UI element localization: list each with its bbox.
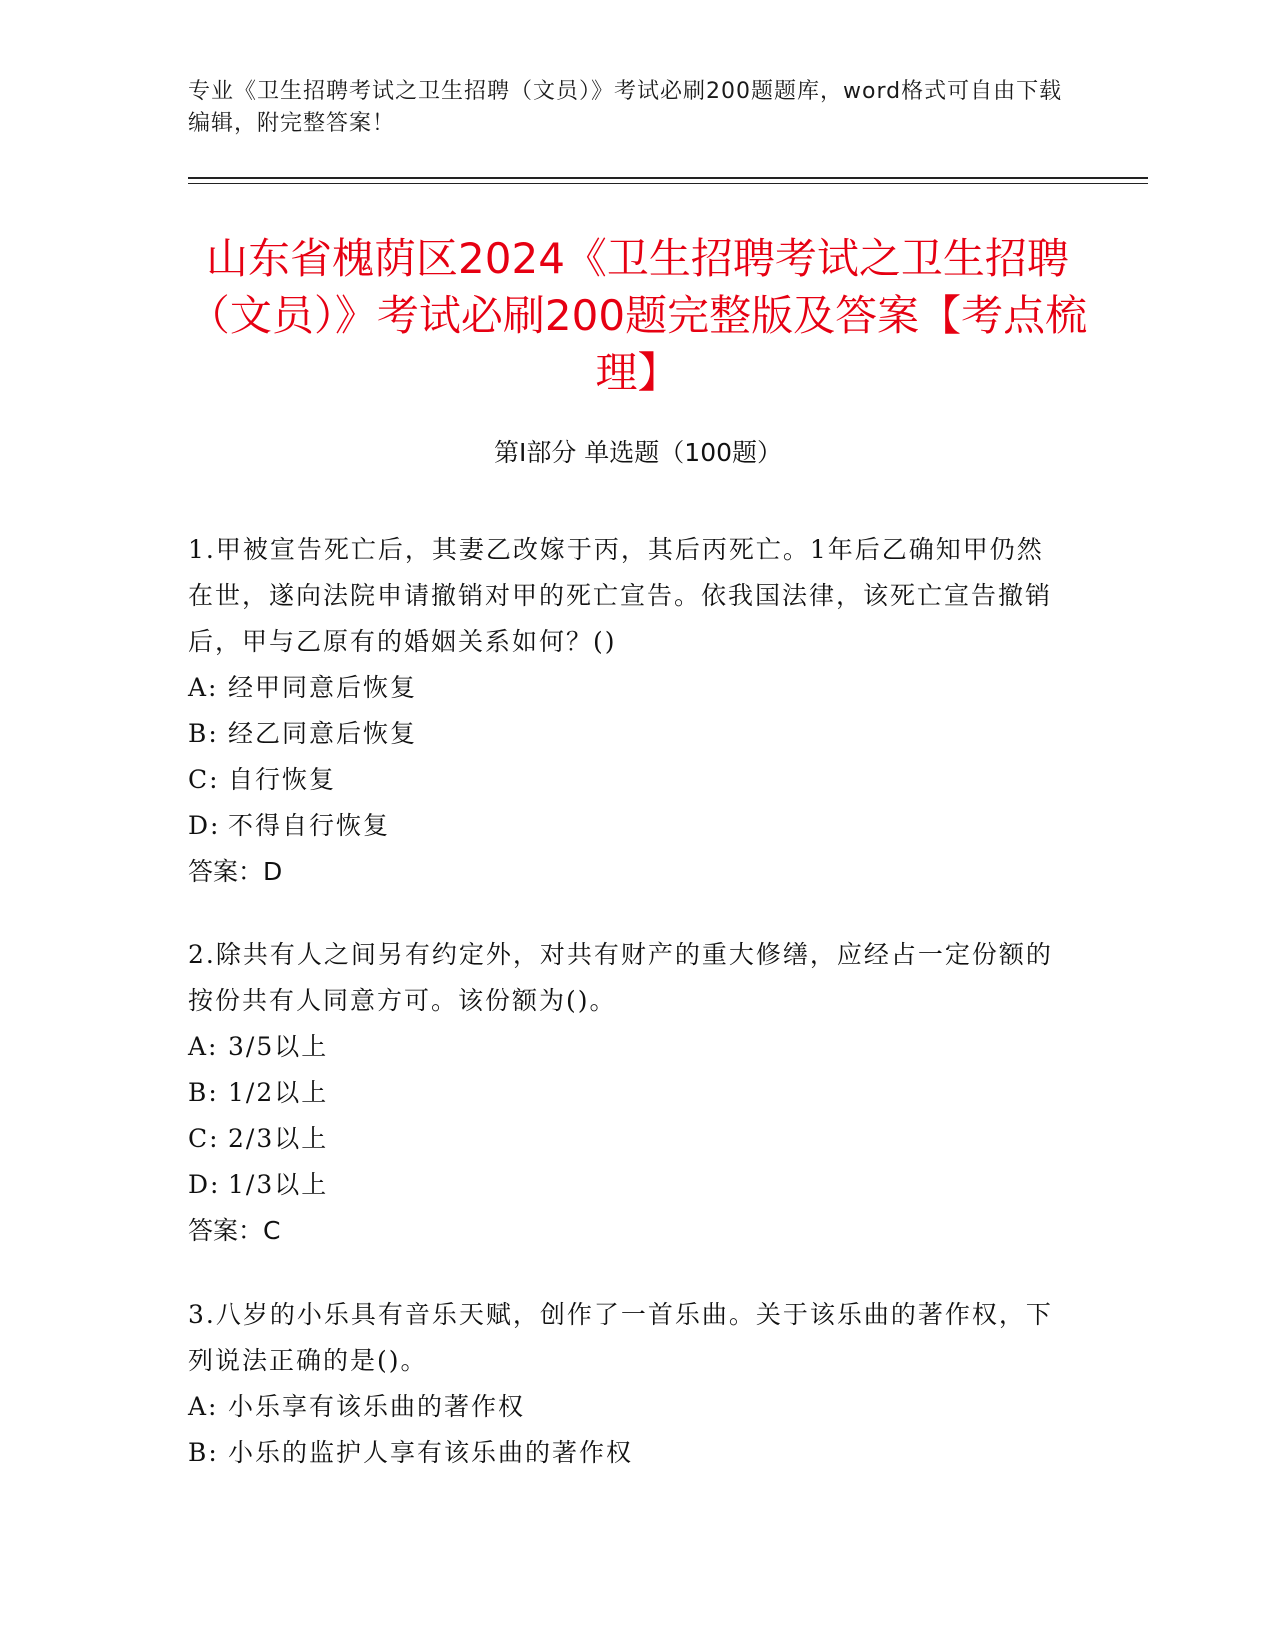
header-note: 专业《卫生招聘考试之卫生招聘（文员）》考试必刷200题题库，word格式可自由下载编辑，附完整答案！ (188, 79, 1063, 136)
option-d (188, 1162, 1068, 1208)
option-letter: B: (188, 719, 219, 748)
answer-line: 答案：D (188, 857, 283, 886)
option-letter: A: (188, 1032, 219, 1061)
option-text: 自行恢复 (228, 765, 337, 794)
option-text: 小乐的监护人享有该乐曲的著作权 (228, 1438, 634, 1467)
option-letter: B: (188, 1438, 219, 1467)
document-title: 山东省槐荫区2024《卫生招聘考试之卫生招聘（文员）》考试必刷200题完整版及答案【考点梳理】 (187, 234, 1088, 397)
option-letter: A: (188, 673, 219, 702)
option-letter: D: (188, 811, 221, 840)
section-heading: 第Ⅰ部分 单选题（100题） (493, 438, 783, 467)
question-stem: 3.八岁的小乐具有音乐天赋，创作了一首乐曲。关于该乐曲的著作权，下列说法正确的是()。 (188, 1300, 1053, 1375)
option-letter: D: (188, 1170, 221, 1199)
option-text: 1/3以上 (228, 1170, 329, 1199)
option-a (188, 665, 1068, 711)
option-b (188, 1070, 1068, 1116)
option-d (188, 803, 1068, 849)
option-letter: A: (188, 1392, 219, 1421)
question-stem: 1.甲被宣告死亡后，其妻乙改嫁于丙，其后丙死亡。1年后乙确知甲仍然在世，遂向法院申请撤销对甲的死亡宣告。依我国法律，该死亡宣告撤销后，甲与乙原有的婚姻关系如何？() (188, 535, 1053, 656)
option-text: 1/2以上 (228, 1078, 329, 1107)
question-1 (188, 527, 1068, 895)
option-b (188, 1430, 1068, 1476)
option-text: 2/3以上 (228, 1124, 329, 1153)
question-3 (188, 1292, 1068, 1476)
answer-line: 答案：C (188, 1216, 281, 1245)
header-divider-thin (188, 183, 1148, 184)
option-letter: C: (188, 765, 220, 794)
option-b (188, 711, 1068, 757)
option-text: 经甲同意后恢复 (228, 673, 418, 702)
question-2 (188, 932, 1068, 1254)
option-text: 小乐享有该乐曲的著作权 (228, 1392, 526, 1421)
option-c (188, 1116, 1068, 1162)
option-c (188, 757, 1068, 803)
question-stem: 2.除共有人之间另有约定外，对共有财产的重大修缮，应经占一定份额的按份共有人同意方可。该份额为()。 (188, 940, 1053, 1015)
option-letter: C: (188, 1124, 220, 1153)
option-a (188, 1024, 1068, 1070)
option-a (188, 1384, 1068, 1430)
header-divider (188, 177, 1148, 179)
option-text: 3/5以上 (228, 1032, 329, 1061)
option-letter: B: (188, 1078, 219, 1107)
option-text: 不得自行恢复 (228, 811, 391, 840)
option-text: 经乙同意后恢复 (228, 719, 418, 748)
